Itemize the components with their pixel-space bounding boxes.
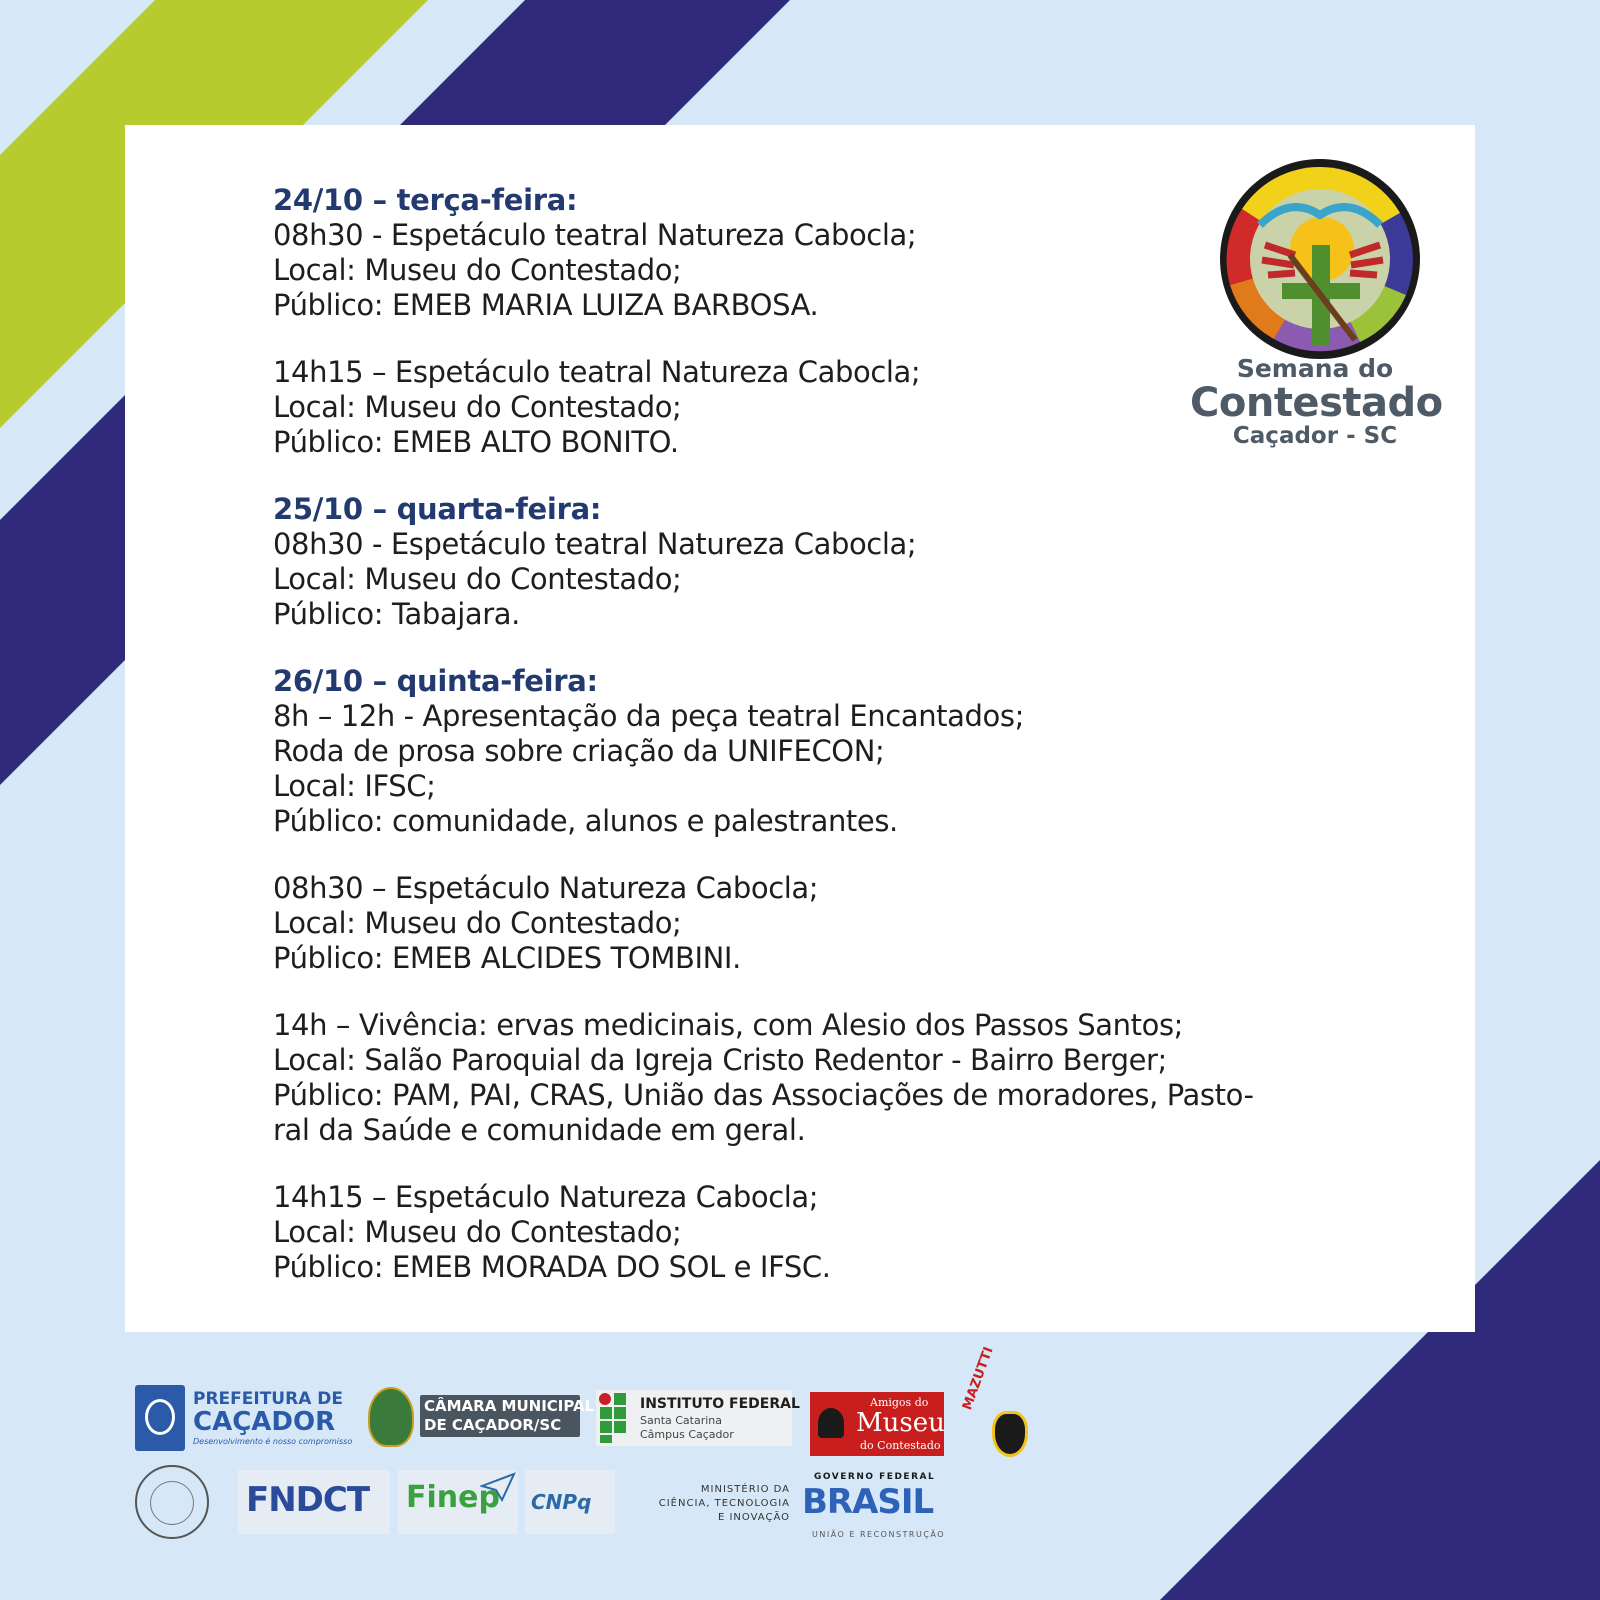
event-line: 08h30 - Espetáculo teatral Natureza Cabocla; <box>273 527 917 561</box>
amigos-do-museu-logo <box>810 1392 944 1456</box>
camara-crest-icon <box>368 1387 414 1447</box>
ministerio-line-3: E INOVAÇÃO <box>717 1512 790 1523</box>
camara-line-2: DE CAÇADOR/SC <box>424 1416 562 1434</box>
event-item <box>273 871 1403 976</box>
governo-line-3: UNIÃO E RECONSTRUÇÃO <box>812 1530 946 1539</box>
event-line: Roda de prosa sobre criação da UNIFECON; <box>273 734 885 768</box>
event-line: Público: EMEB ALTO BONITO. <box>273 425 679 459</box>
day-title: 26/10 – quinta-feira: <box>273 664 598 698</box>
prefeitura-line-2: CAÇADOR <box>193 1407 336 1437</box>
day-title: 24/10 – terça-feira: <box>273 183 578 217</box>
ifsc-grid-icon <box>598 1392 638 1444</box>
event-line: Local: Museu do Contestado; <box>273 562 682 596</box>
mazutti-name: MAZUTTI <box>960 1345 997 1413</box>
day-block <box>273 492 1403 632</box>
day-title: 25/10 – quarta-feira: <box>273 492 602 526</box>
event-line: Local: Museu do Contestado; <box>273 253 682 287</box>
prefeitura-cacador-logo <box>135 1385 353 1453</box>
event-line: Local: Museu do Contestado; <box>273 906 682 940</box>
ifsc-logo <box>596 1390 800 1446</box>
event-line: Público: EMEB ALCIDES TOMBINI. <box>273 941 741 975</box>
event-line: 08h30 - Espetáculo teatral Natureza Cabocla; <box>273 218 917 252</box>
fndct-logo <box>238 1470 390 1534</box>
event-item <box>273 699 1403 839</box>
event-line: Público: PAM, PAI, CRAS, União das Associações de moradores, Pasto- <box>273 1078 1254 1112</box>
logo-line-3: Caçador - SC <box>1232 423 1398 449</box>
prefeitura-line-1: PREFEITURA DE <box>193 1389 344 1409</box>
event-line: Público: Tabajara. <box>273 597 520 631</box>
ifsc-line-3: Câmpus Caçador <box>640 1428 734 1441</box>
cnpq-logo <box>525 1470 615 1534</box>
event-item <box>273 1180 1403 1285</box>
ministerio-line-1: MINISTÉRIO DA <box>700 1484 790 1495</box>
event-line: Local: Museu do Contestado; <box>273 1215 682 1249</box>
event-line: 08h30 – Espetáculo Natureza Cabocla; <box>273 871 819 905</box>
finep-logo <box>398 1470 518 1534</box>
ifsc-line-2: Santa Catarina <box>640 1414 723 1427</box>
seal-icon <box>135 1465 209 1539</box>
ministerio-line-2: CIÊNCIA, TECNOLOGIA <box>658 1498 790 1509</box>
camara-municipal-logo <box>368 1385 595 1453</box>
event-line: Local: IFSC; <box>273 769 436 803</box>
event-line: 14h – Vivência: ervas medicinais, com Alesio dos Passos Santos; <box>273 1008 1184 1042</box>
amigos-line-3: do Contestado <box>860 1439 941 1452</box>
camara-line-1: CÂMARA MUNICIPAL <box>424 1397 595 1415</box>
seal-logo <box>135 1465 215 1545</box>
amigos-museu-icon <box>818 1408 844 1438</box>
prefeitura-tagline: Desenvolvimento é nosso compromisso <box>193 1437 353 1446</box>
navy-stripe-left <box>0 395 125 785</box>
prefeitura-crest-icon <box>135 1385 185 1451</box>
event-line: 14h15 – Espetáculo teatral Natureza Cabocla; <box>273 355 921 389</box>
event-line: Local: Salão Paroquial da Igreja Cristo Redentor - Bairro Berger; <box>273 1043 1167 1077</box>
event-line: 14h15 – Espetáculo Natureza Cabocla; <box>273 1180 819 1214</box>
amigos-line-1: Amigos do <box>870 1396 929 1409</box>
finep-plane-icon <box>480 1472 516 1502</box>
logo-line-2: Contestado <box>1190 380 1443 426</box>
cnpq-name: CNPq <box>531 1490 592 1514</box>
ifsc-line-1: INSTITUTO FEDERAL <box>640 1396 800 1412</box>
event-line: 8h – 12h - Apresentação da peça teatral Encantados; <box>273 699 1024 733</box>
event-line: Local: Museu do Contestado; <box>273 390 682 424</box>
logo-line-1: Semana do <box>1236 354 1394 383</box>
governo-federal-logo <box>800 1472 950 1542</box>
event-line: Público: comunidade, alunos e palestrantes. <box>273 804 898 838</box>
mazutti-logo <box>960 1345 1040 1465</box>
governo-line-1: GOVERNO FEDERAL <box>814 1472 936 1482</box>
ministerio-logo <box>630 1480 790 1530</box>
mazutti-cuia-icon <box>992 1411 1028 1457</box>
contestado-emblem-icon <box>1190 155 1440 365</box>
event-item <box>273 527 1403 632</box>
governo-line-2: BRASIL <box>802 1482 934 1522</box>
event-line: ral da Saúde e comunidade em geral. <box>273 1113 806 1147</box>
navy-stripe-top <box>400 0 790 125</box>
amigos-line-2: Museu <box>856 1408 945 1438</box>
event-line: Público: EMEB MORADA DO SOL e IFSC. <box>273 1250 831 1284</box>
semana-do-contestado-logo <box>1190 155 1443 449</box>
finep-name: Finep <box>406 1480 500 1515</box>
event-item <box>273 1008 1403 1148</box>
day-block <box>273 664 1403 1285</box>
fndct-name: FNDCT <box>246 1480 370 1520</box>
event-line: Público: EMEB MARIA LUIZA BARBOSA. <box>273 288 819 322</box>
